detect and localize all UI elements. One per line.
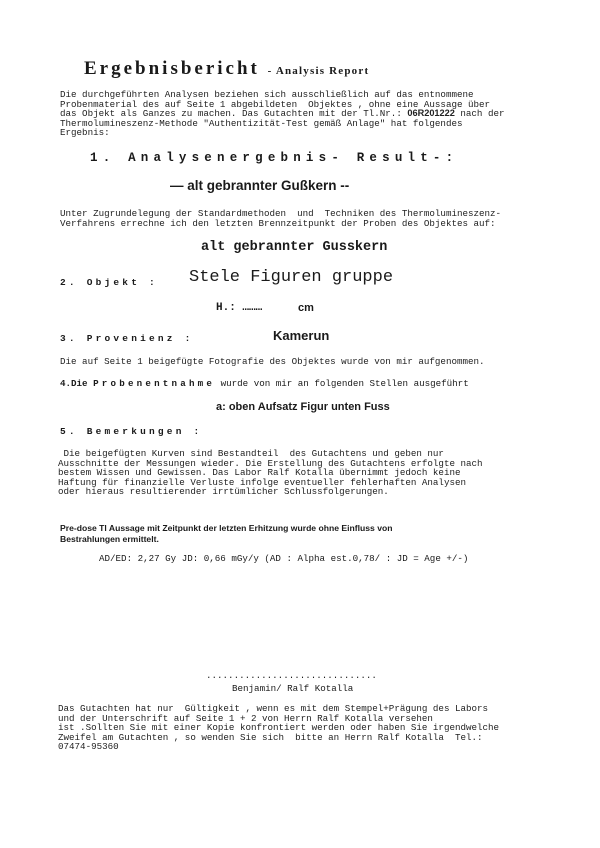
section1-result-heading: — alt gebrannter Gußkern -- [170,178,350,193]
predose-line: Bestrahlungen ermittelt. [60,533,159,544]
intro-line: Probenmaterial des auf Seite 1 abgebildeten Objektes , ohne eine Aussage über [60,98,491,110]
description-line: Verfahrens errechne ich den letzten Brennzeitpunkt der Proben des Objektes auf: [60,217,496,229]
intro-line: Die durchgeführten Analysen beziehen sich ausschließlich auf das entnommene [60,89,474,100]
footer-line: und der Unterschrift auf Seite 1 + 2 von Herrn Ralf Kotalla versehen [58,712,433,724]
section4-label-prefix: 4.Die [60,378,94,389]
intro-line: Ergebnis: [60,127,110,139]
section1-description [60,209,501,228]
footer-line: Das Gutachten hat nur Gültigkeit , wenn es mit dem Stempel+Prägung des Labors [58,703,489,714]
section4-label-suffix: wurde von mir an folgenden Stellen ausgeführt [215,378,469,389]
description-line: Unter Zugrundelegung der Standardmethoden und Techniken des Thermolumineszenz- [60,208,502,219]
provenance-note: Die auf Seite 1 beigefügte Fotografie des Objektes wurde von mir aufgenommen. [60,356,485,367]
signature-name: Benjamin/ Ralf Kotalla [232,683,354,694]
intro-line: Thermolumineszenz-Methode "Authentizität-Test gemäß Anlage" hat folgendes [60,117,463,129]
remarks-line: Die beigefügten Kurven sind Bestandteil des Gutachtens und geben nur [58,448,444,459]
remarks-paragraph [58,449,483,497]
predose-statement [60,523,393,544]
section5-label: 5. Bemerkungen : [60,426,203,437]
remarks-line: Ausschnitte der Messungen wieder. Die Erstellung des Gutachtens erfolgte nach [58,457,483,469]
object-value: Stele Figuren gruppe [189,268,394,287]
section4-label-spaced: Probenentnahme [93,378,216,389]
section4-label [60,378,469,389]
report-title-sub: - Analysis Report [267,65,370,77]
footer-line: Zweifel am Gutachten , so wenden Sie sich bitte an Herrn Ralf Kotalla Tel.: [58,731,483,743]
section3-label: 3. Provenienz : [60,333,194,344]
section1-heading: 1. Analysenergebnis- Result-: [90,151,459,165]
predose-line: Pre-dose Tl Aussage mit Zeitpunkt der letzten Erhitzung wurde ohne Einfluss von [60,523,393,533]
remarks-line: bestem Wissen und Gewissen. Das Labor Ralf Kotalla übernimmt jedoch keine [58,467,461,479]
report-title [84,58,369,80]
footer-line: 07474-95360 [58,741,119,753]
measurement-values: AD/ED: 2,27 Gy JD: 0,66 mGy/y (AD : Alpha est.0,78/ : JD = Age +/-) [99,553,469,564]
intro-line: nach der [454,108,505,120]
intro-paragraph [60,90,505,138]
intro-line: das Objekt als Ganzes zu machen. Das Gutachten mit der Tl.Nr.: [60,108,408,120]
validity-footer [58,704,499,752]
footer-line: ist .Sollten Sie mit einer Kopie konfrontiert werden oder haben Sie irgendwelche [58,722,500,734]
height-unit: cm [298,302,314,314]
tl-number: 06R201222 [407,108,455,119]
section1-result: alt gebrannter Gusskern [201,240,388,255]
signature-line: ............................... [206,670,377,681]
provenance-value: Kamerun [273,328,330,343]
sampling-location: a: oben Aufsatz Figur unten Fuss [216,401,390,413]
report-title-main: Ergebnisbericht [84,58,260,79]
height-label: H.: ……… [216,302,263,314]
remarks-line: oder hieraus resultierender irrtümlicher Schlussfolgerungen. [58,486,389,498]
section2-label: 2. Objekt : [60,277,158,288]
remarks-line: Haftung für finanzielle Verluste infolge eventueller fehlerhaften Analysen [58,476,466,488]
